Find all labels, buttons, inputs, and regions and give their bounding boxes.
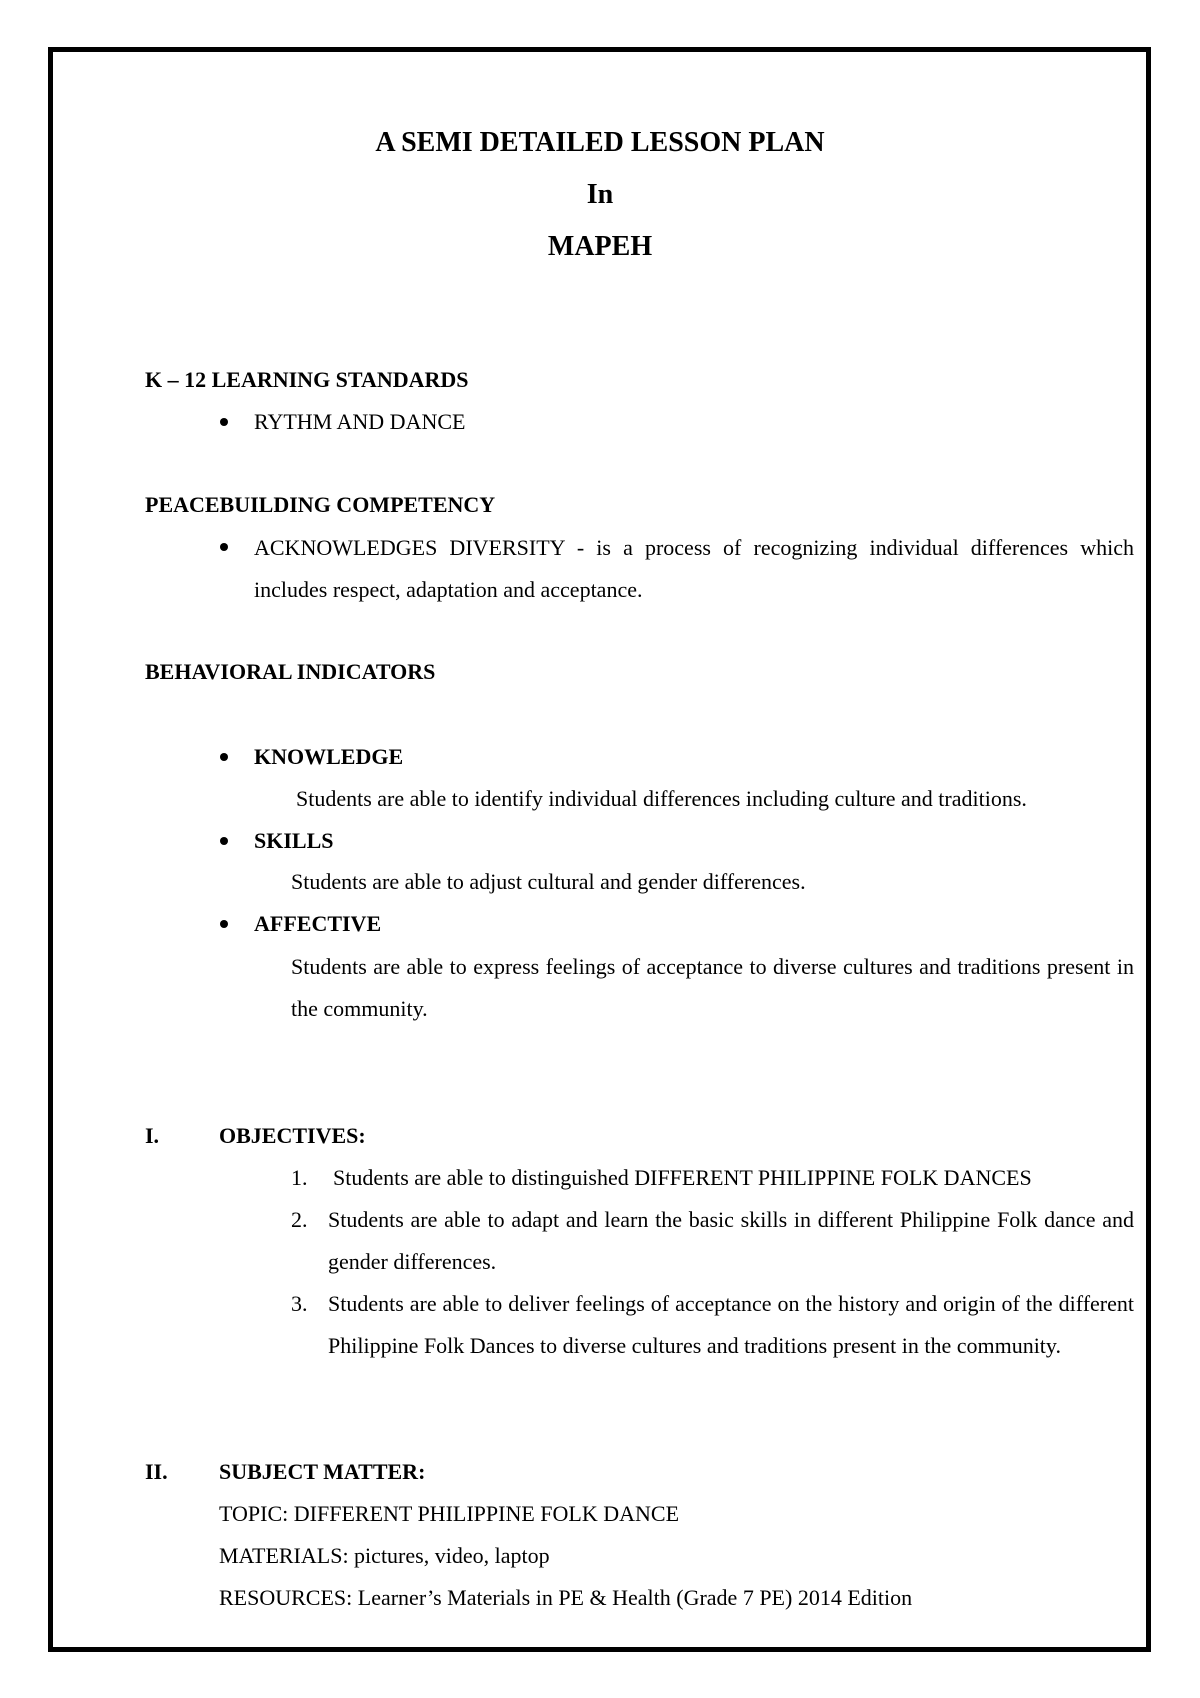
affective-label: AFFECTIVE: [254, 911, 382, 936]
objective-number: 3.: [291, 1291, 308, 1316]
bullet-icon: [220, 920, 228, 928]
document-title-in: In: [586, 179, 614, 210]
bullet-icon: [220, 753, 228, 761]
skills-label: SKILLS: [254, 828, 334, 853]
peacebuilding-item: ACKNOWLEDGES DIVERSITY - is a process of recognizing individual differences which includes respect, adaptation and acceptance.: [254, 535, 1134, 602]
objective-item: Students are able to adapt and learn the basic skills in different Philippine Folk dance and gender differences.: [328, 1207, 1134, 1274]
bullet-icon: [220, 418, 228, 426]
subject-matter-numeral: II.: [145, 1459, 168, 1484]
bullet-icon: [220, 837, 228, 845]
peacebuilding-heading: PEACEBUILDING COMPETENCY: [145, 492, 496, 517]
subject-topic: TOPIC: DIFFERENT PHILIPPINE FOLK DANCE: [219, 1501, 680, 1526]
bullet-icon: [220, 543, 228, 551]
skills-text: Students are able to adjust cultural and gender differences.: [291, 869, 806, 894]
objective-item: Students are able to deliver feelings of acceptance on the history and origin of the different Philippine Folk Dances to diverse cultures and traditions present in the community.: [328, 1291, 1134, 1358]
subject-resources: RESOURCES: Learner’s Materials in PE & Health (Grade 7 PE) 2014 Edition: [219, 1585, 913, 1610]
objectives-numeral: I.: [145, 1123, 160, 1148]
objectives-heading: OBJECTIVES:: [219, 1123, 366, 1148]
objective-number: 2.: [291, 1207, 308, 1232]
knowledge-label: KNOWLEDGE: [254, 744, 404, 769]
objective-number: 1.: [291, 1165, 308, 1190]
behavioral-heading: BEHAVIORAL INDICATORS: [145, 659, 436, 684]
document-subject: MAPEH: [547, 231, 653, 262]
knowledge-text: Students are able to identify individual differences including culture and traditions.: [296, 786, 1027, 811]
affective-text: Students are able to express feelings of acceptance to diverse cultures and traditions present in the community.: [291, 954, 1134, 1021]
document-title: A SEMI DETAILED LESSON PLAN: [375, 127, 825, 158]
learning-standards-heading: K – 12 LEARNING STANDARDS: [145, 367, 469, 392]
page-border: [48, 47, 1151, 1652]
learning-standard-item: RYTHM AND DANCE: [254, 409, 466, 434]
subject-matter-heading: SUBJECT MATTER:: [219, 1459, 426, 1484]
objective-item: Students are able to distinguished DIFFERENT PHILIPPINE FOLK DANCES: [333, 1165, 1032, 1190]
subject-materials: MATERIALS: pictures, video, laptop: [219, 1543, 550, 1568]
